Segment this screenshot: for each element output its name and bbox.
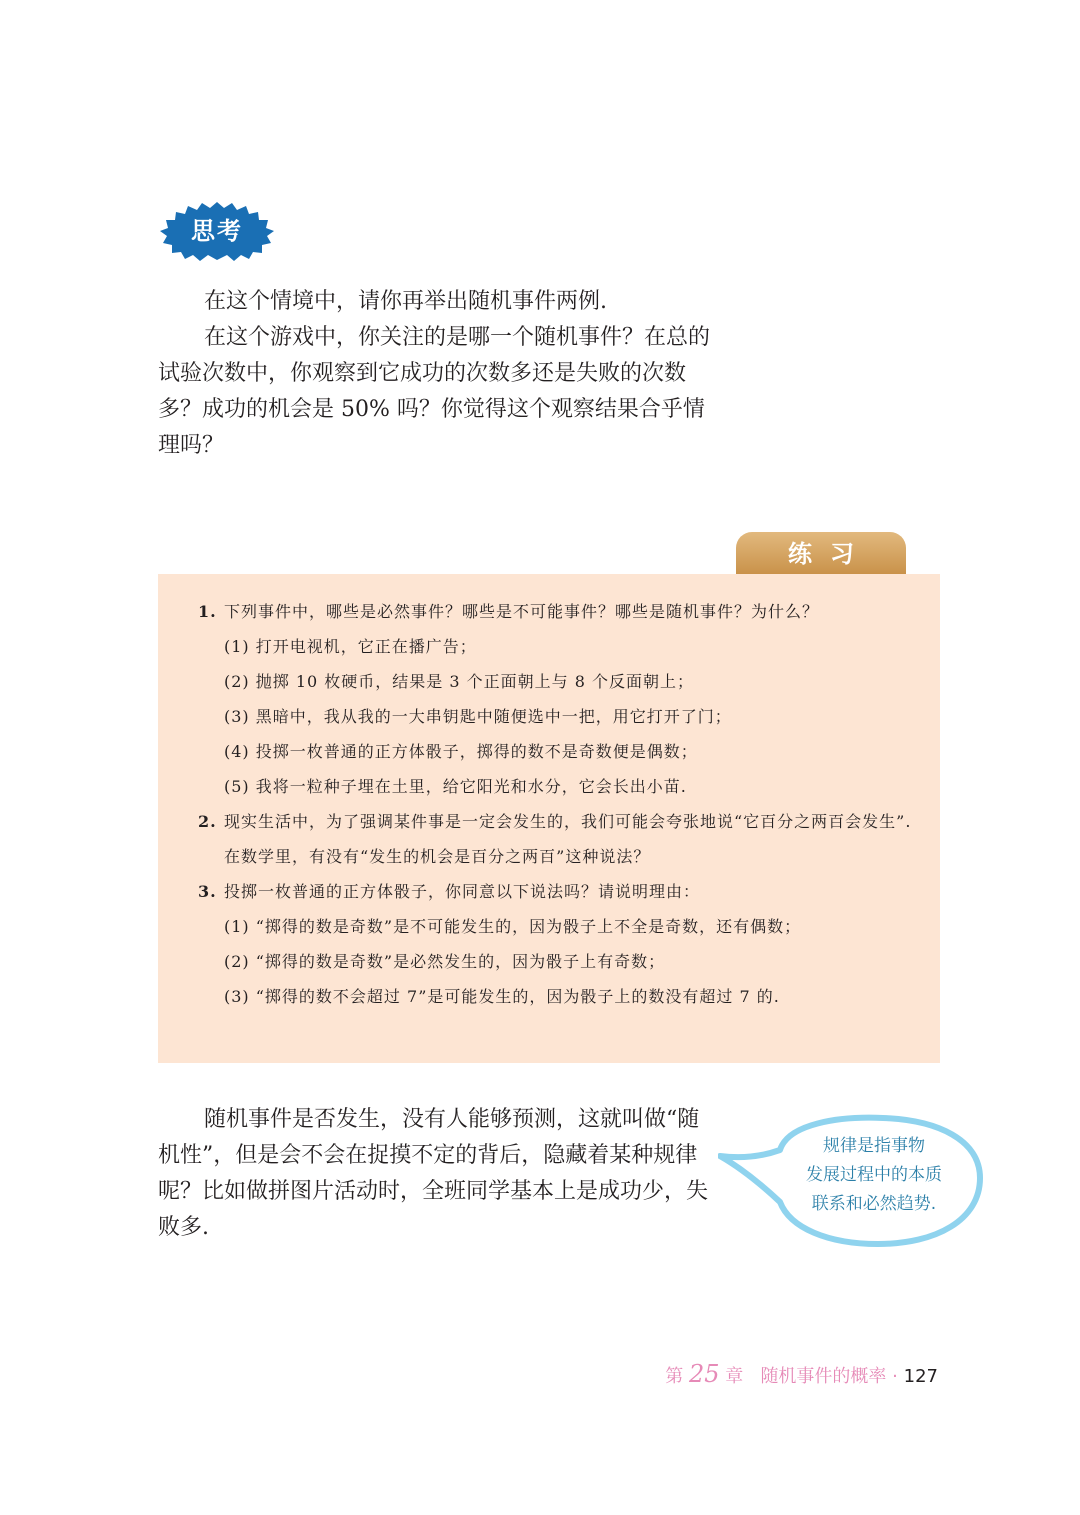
think-label: 思考 (191, 217, 243, 245)
note-line: 规律是指事物 (823, 1136, 925, 1156)
note-text (784, 1132, 964, 1219)
exercise-tab: 练习 (736, 532, 906, 574)
think-paragraph-2: 在这个游戏中，你关注的是哪一个随机事件？在总的试验次数中，你观察到它成功的次数多还是失败的次数多？成功的机会是 50% 吗？你觉得这个观察结果合乎情理吗？ (158, 325, 711, 458)
page-footer (665, 1360, 938, 1388)
chapter-prefix: 第 (665, 1366, 684, 1387)
question-2 (198, 804, 918, 874)
note-bubble (718, 1110, 988, 1252)
exercise-list (198, 594, 918, 1014)
question-3 (198, 874, 918, 909)
question-3-item: (1) “掷得的数是奇数”是不可能发生的，因为骰子上不全是奇数，还有偶数； (224, 917, 802, 936)
note-line: 联系和必然趋势. (811, 1194, 937, 1214)
exercise-box (158, 574, 940, 1063)
question-text: 下列事件中，哪些是必然事件？哪些是不可能事件？哪些是随机事件？为什么？ (224, 602, 820, 621)
question-number: 1. (198, 602, 217, 621)
footer-separator: · (892, 1366, 898, 1387)
question-1 (198, 594, 918, 629)
question-text: 投掷一枚普通的正方体骰子，你同意以下说法吗？请说明理由： (224, 882, 701, 901)
body-text (158, 1102, 718, 1246)
question-1-item: (3) 黑暗中，我从我的一大串钥匙中随便选中一把，用它打开了门； (224, 707, 732, 726)
think-text (158, 284, 723, 464)
note-line: 发展过程中的本质 (806, 1165, 942, 1185)
think-badge (158, 200, 276, 262)
question-3-item: (2) “掷得的数是奇数”是必然发生的，因为骰子上有奇数； (224, 952, 666, 971)
body-paragraph: 随机事件是否发生，没有人能够预测，这就叫做“随机性”，但是会不会在捉摸不定的背后，隐藏着某种规律呢？比如做拼图片活动时，全班同学基本上是成功少，失败多. (158, 1107, 709, 1240)
chapter-title: 随机事件的概率 (760, 1366, 887, 1387)
question-1-item: (5) 我将一粒种子埋在土里，给它阳光和水分，它会长出小苗. (224, 777, 687, 796)
question-number: 2. (198, 812, 217, 831)
question-3-item: (3) “掷得的数不会超过 7”是可能发生的，因为骰子上的数没有超过 7 的. (224, 987, 780, 1006)
question-1-item: (2) 抛掷 10 枚硬币，结果是 3 个正面朝上与 8 个反面朝上； (224, 672, 694, 691)
chapter-suffix: 章 (725, 1366, 744, 1387)
question-1-item: (4) 投掷一枚普通的正方体骰子，掷得的数不是奇数便是偶数； (224, 742, 698, 761)
think-paragraph-1: 在这个情境中，请你再举出随机事件两例. (204, 289, 607, 314)
page-number: 127 (903, 1366, 938, 1387)
question-text: 现实生活中，为了强调某件事是一定会发生的，我们可能会夸张地说“它百分之两百会发生”. 在数学里，有没有“发生的机会是百分之两百”这种说法？ (224, 812, 912, 866)
question-1-item: (1) 打开电视机，它正在播广告； (224, 637, 477, 656)
chapter-number: 25 (688, 1360, 720, 1388)
question-number: 3. (198, 882, 217, 901)
